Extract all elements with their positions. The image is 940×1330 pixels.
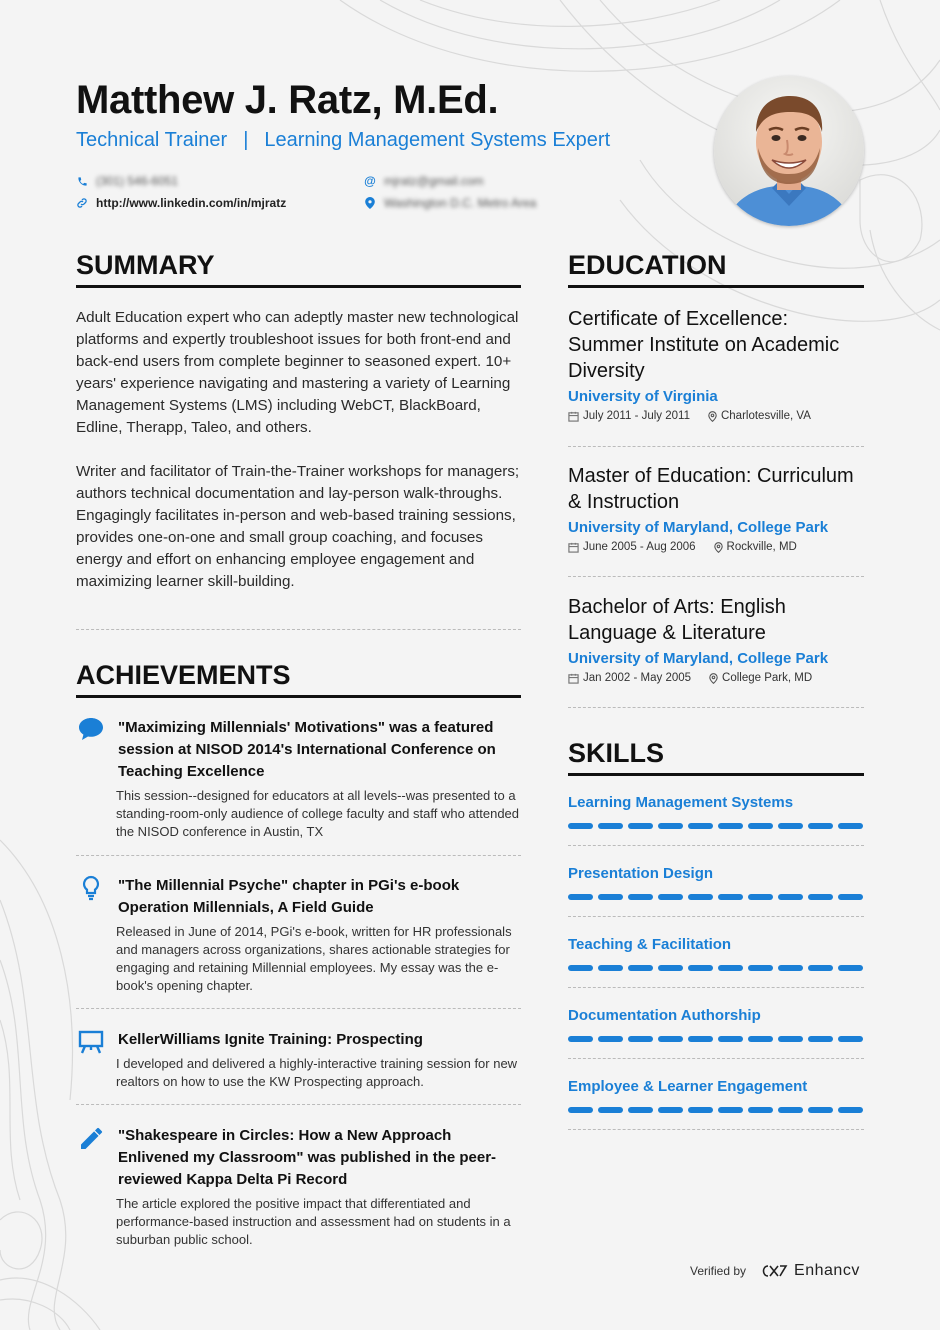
education-meta [568,541,864,553]
skill-level-segment [778,1107,803,1113]
education-dates: June 2005 - Aug 2006 [583,541,696,553]
skill-level-segment [808,823,833,829]
education-heading: EDUCATION [568,250,864,288]
divider [568,845,864,846]
summary-heading: SUMMARY [76,250,521,288]
skill-level-segment [628,1107,653,1113]
skill-level-segment [598,894,623,900]
location-pin-icon [714,542,723,553]
achievement-description: The article explored the positive impact that differentiated and performance-based instruction and assessment had on students in a suburban public school. [116,1196,511,1247]
skill-level-segment [568,1107,593,1113]
achievement-item [76,875,521,995]
skill-level-bar [568,965,864,971]
skill-level-segment [808,1107,833,1113]
lightbulb-icon [78,875,104,901]
education-dates: July 2011 - July 2011 [583,410,690,422]
divider [568,987,864,988]
contact-phone [76,174,178,188]
contact-email[interactable] [364,174,484,188]
skill-level-segment [748,823,773,829]
skill-level-segment [748,1107,773,1113]
achievement-title: "Maximizing Millennials' Motivations" was a featured session at NISOD 2014's International Conference on Teaching Excellence [118,719,496,780]
candidate-titles [76,129,610,152]
achievement-title: "The Millennial Psyche" chapter in PGi's e-book Operation Millennials, A Field Guide [118,877,460,916]
skill-item [568,936,864,971]
presentation-board-icon [78,1029,104,1055]
skill-level-segment [688,894,713,900]
skill-level-segment [838,1107,863,1113]
calendar-icon [568,542,579,553]
brand-name: Enhancv [794,1262,860,1279]
skill-level-segment [808,894,833,900]
skill-item [568,865,864,900]
skill-level-segment [718,965,743,971]
education-item [568,463,864,553]
title-secondary: Learning Management Systems Expert [264,129,611,151]
link-icon [76,197,88,209]
education-meta [568,672,864,684]
skill-level-segment [628,894,653,900]
achievement-item [76,1029,521,1091]
divider [568,707,864,708]
skill-level-segment [598,823,623,829]
skill-level-segment [598,965,623,971]
skill-level-segment [628,1036,653,1042]
skill-level-segment [688,1107,713,1113]
pencil-icon [78,1125,104,1151]
skill-level-segment [688,823,713,829]
school-name: University of Maryland, College Park [568,519,829,536]
skill-name: Learning Management Systems [568,794,794,811]
calendar-icon [568,411,579,422]
contact-linkedin[interactable] [76,196,286,210]
skill-level-segment [838,894,863,900]
divider [76,629,521,630]
achievement-item [76,717,521,841]
title-primary: Technical Trainer [76,129,228,151]
education-location: Rockville, MD [726,541,797,553]
skill-level-segment [748,965,773,971]
achievement-item [76,1125,521,1249]
education-item [568,594,864,684]
divider [76,1104,521,1105]
skill-level-segment [808,965,833,971]
profile-photo [714,76,864,226]
skill-level-segment [838,823,863,829]
skill-level-segment [808,1036,833,1042]
enhancv-logo-icon [760,1264,788,1278]
skill-level-segment [718,894,743,900]
achievement-title: KellerWilliams Ignite Training: Prospecting [118,1031,423,1048]
verified-badge[interactable] [690,1262,860,1280]
skill-item [568,1007,864,1042]
skill-level-segment [598,1036,623,1042]
phone-number: (301) 546-6051 [96,174,179,188]
candidate-name: Matthew J. Ratz, M.Ed. [76,78,499,122]
skill-level-segment [778,1036,803,1042]
skill-level-bar [568,894,864,900]
linkedin-url[interactable]: http://www.linkedin.com/in/mjratz [96,196,287,210]
skill-level-segment [778,894,803,900]
school-name: University of Virginia [568,388,718,405]
achievements-heading: ACHIEVEMENTS [76,660,521,698]
education-item [568,306,864,422]
skill-level-segment [778,965,803,971]
divider [568,576,864,577]
education-meta [568,410,864,422]
skill-level-segment [748,894,773,900]
skill-level-segment [718,823,743,829]
divider [568,1129,864,1130]
divider [568,916,864,917]
skill-level-segment [688,1036,713,1042]
skill-name: Employee & Learner Engagement [568,1078,808,1095]
skill-level-segment [658,894,683,900]
phone-icon [76,175,88,187]
speech-bubble-icon [78,717,104,743]
skill-level-segment [658,1107,683,1113]
skill-level-segment [778,823,803,829]
verified-label: Verified by [690,1264,747,1278]
skill-level-segment [658,965,683,971]
contact-location [364,196,536,210]
school-name: University of Maryland, College Park [568,650,829,667]
calendar-icon [568,673,579,684]
skill-item [568,794,864,829]
skill-level-segment [748,1036,773,1042]
at-sign-icon: @ [364,174,376,188]
location-pin-icon [709,673,718,684]
divider [568,1058,864,1059]
summary-section [76,307,521,615]
location-text: Washington D.C. Metro Area [384,196,537,210]
skill-level-segment [628,965,653,971]
degree-title: Bachelor of Arts: English Language & Literature [568,596,786,644]
divider [76,1008,521,1009]
degree-title: Certificate of Excellence: Summer Institute on Academic Diversity [568,308,840,382]
skill-level-segment [688,965,713,971]
skill-level-segment [658,823,683,829]
skill-level-segment [568,965,593,971]
skill-level-bar [568,823,864,829]
skill-item [568,1078,864,1113]
skill-level-segment [628,823,653,829]
education-location: Charlotesville, VA [720,410,811,422]
education-location: College Park, MD [722,672,813,684]
brand-logo[interactable] [760,1262,860,1280]
skill-name: Teaching & Facilitation [568,936,732,953]
summary-paragraph: Writer and facilitator of Train-the-Trainer workshops for managers; authors technical documentation and lay-person walk-throughs. Engagingly facilitates in-person and web-based training sessions, provides one-on-one and small group coaching, and focuses energy and effort on enhancing employee engagement and maximizing learner skill-building. [76,463,520,590]
education-dates: Jan 2002 - May 2005 [583,672,692,684]
skill-level-segment [658,1036,683,1042]
location-pin-icon [708,411,717,422]
email-address[interactable]: mjratz@gmail.com [384,174,484,188]
skill-level-bar [568,1036,864,1042]
skill-level-segment [838,1036,863,1042]
title-separator: | [243,129,249,151]
degree-title: Master of Education: Curriculum & Instruction [568,465,854,513]
location-pin-icon [364,197,376,209]
achievement-description: I developed and delivered a highly-interactive training session for new realtors on how to use the KW Prospecting approach. [116,1056,518,1089]
skill-level-segment [568,823,593,829]
achievement-title: "Shakespeare in Circles: How a New Approach Enlivened my Classroom" was published in the peer-reviewed Kappa Delta Pi Record [118,1127,497,1188]
divider [568,446,864,447]
skill-level-segment [838,965,863,971]
skill-level-segment [598,1107,623,1113]
skill-level-segment [718,1107,743,1113]
achievement-description: This session--designed for educators at all levels--was presented to a standing-room-only audience of college faculty and staff who attended the NISOD conference in Austin, TX [116,788,520,839]
summary-paragraph: Adult Education expert who can adeptly master new technological platforms and expertly troubleshoot issues for both front-end and back-end users from complete beginner to seasoned expert. 10+ years' experience navigating and mastering a variety of Learning Management Systems (LMS) including WebCT, BlackBoard, Edline, Therapp, Taleo, and others. [76,309,519,436]
skill-level-segment [718,1036,743,1042]
skill-level-segment [568,894,593,900]
skills-heading: SKILLS [568,738,864,776]
achievement-description: Released in June of 2014, PGi's e-book, written for HR professionals and managers across organizations, shares actionable strategies for engaging and retaining Millennial employees. My essay was the e-book's opening chapter. [116,924,512,993]
skill-level-segment [568,1036,593,1042]
skill-name: Documentation Authorship [568,1007,761,1024]
skill-level-bar [568,1107,864,1113]
divider [76,855,521,856]
skill-name: Presentation Design [568,865,714,882]
